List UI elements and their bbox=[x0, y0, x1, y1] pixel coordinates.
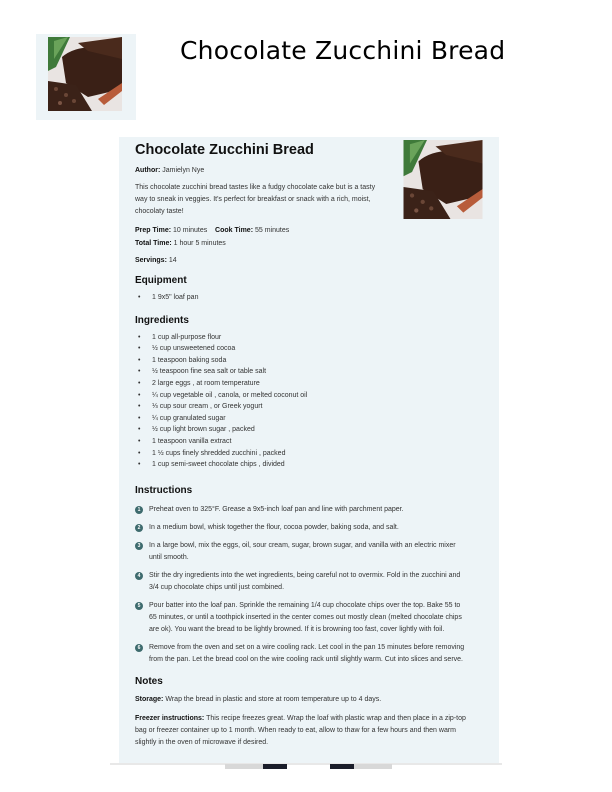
storage-label: Storage: bbox=[135, 695, 164, 703]
step-number-badge: 4 bbox=[135, 572, 143, 580]
equipment-heading: Equipment bbox=[135, 275, 187, 286]
recipe-title: Chocolate Zucchini Bread bbox=[135, 142, 314, 158]
page-divider bbox=[110, 763, 502, 765]
servings-value: 14 bbox=[168, 257, 177, 264]
ingredients-list bbox=[135, 332, 483, 471]
step-number-badge: 1 bbox=[135, 506, 143, 514]
author-label: Author: bbox=[135, 167, 161, 174]
step-text: Pour batter into the loaf pan. Sprinkle the remaining 1/4 cup chocolate chips over the top. Bake 55 to 65 minutes, or until a toothpick inserted in the center comes out mostly clean (melted chocolate chips are ok). You want the bread to be lightly browned. If it is browning too fast, cover lightly with foil. bbox=[149, 601, 462, 633]
servings-label: Servings: bbox=[135, 257, 167, 264]
freezer-label: Freezer instructions: bbox=[135, 714, 205, 722]
ad-banner-light bbox=[354, 764, 392, 769]
step-number-badge: 5 bbox=[135, 602, 143, 610]
ad-banner-dark bbox=[263, 764, 287, 769]
cook-time: 55 minutes bbox=[255, 227, 290, 234]
instruction-step bbox=[135, 642, 483, 666]
ingredient-item: • ¼ cup granulated sugar bbox=[137, 413, 483, 425]
total-time: 1 hour 5 minutes bbox=[173, 240, 226, 247]
instructions-list bbox=[135, 504, 483, 666]
prep-label: Prep Time: bbox=[135, 227, 172, 234]
ad-banner-dark bbox=[330, 764, 354, 769]
step-text: In a large bowl, mix the eggs, oil, sour cream, sugar, brown sugar, and vanilla with an electric mixer until smooth. bbox=[149, 541, 456, 561]
instruction-step bbox=[135, 522, 483, 534]
equipment-item: • 1 9x5" loaf pan bbox=[137, 292, 483, 304]
step-text: Remove from the oven and set on a wire cooling rack. Let cool in the pan 15 minutes before removing from the pan. Let the bread cool on the wire cooling rack until slightly warm. Cut into slices and serve. bbox=[149, 643, 465, 663]
step-text: In a medium bowl, whisk together the flour, cocoa powder, baking soda, and salt. bbox=[149, 523, 399, 531]
ingredient-item: • ½ cup light brown sugar , packed bbox=[137, 424, 483, 436]
recipe-description: This chocolate zucchini bread tastes like a fudgy chocolate cake but is a tasty way to sneak in veggies. It's perfect for breakfast or snack with a rich, moist, chocolaty taste! bbox=[135, 184, 376, 215]
total-label: Total Time: bbox=[135, 240, 172, 247]
instruction-step bbox=[135, 570, 483, 594]
page-title: Chocolate Zucchini Bread bbox=[180, 36, 506, 65]
author-name: Jamielyn Nye bbox=[162, 167, 205, 174]
bread-photo-icon bbox=[48, 37, 122, 111]
ingredients-heading: Ingredients bbox=[135, 314, 189, 326]
ingredient-item: • 1 cup semi-sweet chocolate chips , divided bbox=[137, 459, 483, 471]
header-thumbnail bbox=[36, 34, 136, 120]
ingredient-item: • ⅓ cup sour cream , or Greek yogurt bbox=[137, 401, 483, 413]
step-number-badge: 3 bbox=[135, 542, 143, 550]
servings bbox=[135, 257, 483, 264]
cook-label: Cook Time: bbox=[215, 227, 254, 234]
step-text: Stir the dry ingredients into the wet ingredients, being careful not to overmix. Fold in the zucchini and 3/4 cup chocolate chips until just combined. bbox=[149, 571, 461, 591]
ingredient-item: • 1 ½ cups finely shredded zucchini , packed bbox=[137, 448, 483, 460]
instruction-step bbox=[135, 504, 483, 516]
instruction-step bbox=[135, 600, 483, 636]
instruction-step bbox=[135, 540, 483, 564]
ingredient-item: • ½ cup unsweetened cocoa bbox=[137, 343, 483, 355]
notes-heading: Notes bbox=[135, 675, 163, 687]
freezer-note bbox=[135, 713, 483, 749]
recipe-times bbox=[135, 224, 483, 250]
step-number-badge: 2 bbox=[135, 524, 143, 532]
instructions-heading: Instructions bbox=[135, 484, 193, 496]
ingredient-item: • 1 cup all-purpose flour bbox=[137, 332, 483, 344]
freezer-text: This recipe freezes great. Wrap the loaf with plastic wrap and then place in a zip-top bag or freezer container up to 1 month. When ready to eat, allow to thaw for a few hours and then warm slightly in the oven of microwave if desired. bbox=[135, 714, 466, 746]
ingredient-item: • 1 teaspoon vanilla extract bbox=[137, 436, 483, 448]
ingredient-item: • ¼ cup vegetable oil , canola, or melted coconut oil bbox=[137, 390, 483, 402]
equipment-list bbox=[135, 292, 483, 304]
step-number-badge: 6 bbox=[135, 644, 143, 652]
ingredient-item: • 1 teaspoon baking soda bbox=[137, 355, 483, 367]
storage-text: Wrap the bread in plastic and store at room temperature up to 4 days. bbox=[165, 695, 382, 703]
recipe-photo-icon bbox=[403, 140, 483, 219]
ingredient-item: • 2 large eggs , at room temperature bbox=[137, 378, 483, 390]
step-text: Preheat oven to 325°F. Grease a 9x5-inch loaf pan and line with parchment paper. bbox=[149, 505, 404, 513]
ingredient-item: • ½ teaspoon fine sea salt or table salt bbox=[137, 366, 483, 378]
recipe-card bbox=[119, 137, 499, 763]
storage-note bbox=[135, 694, 483, 706]
prep-time: 10 minutes bbox=[173, 227, 208, 234]
